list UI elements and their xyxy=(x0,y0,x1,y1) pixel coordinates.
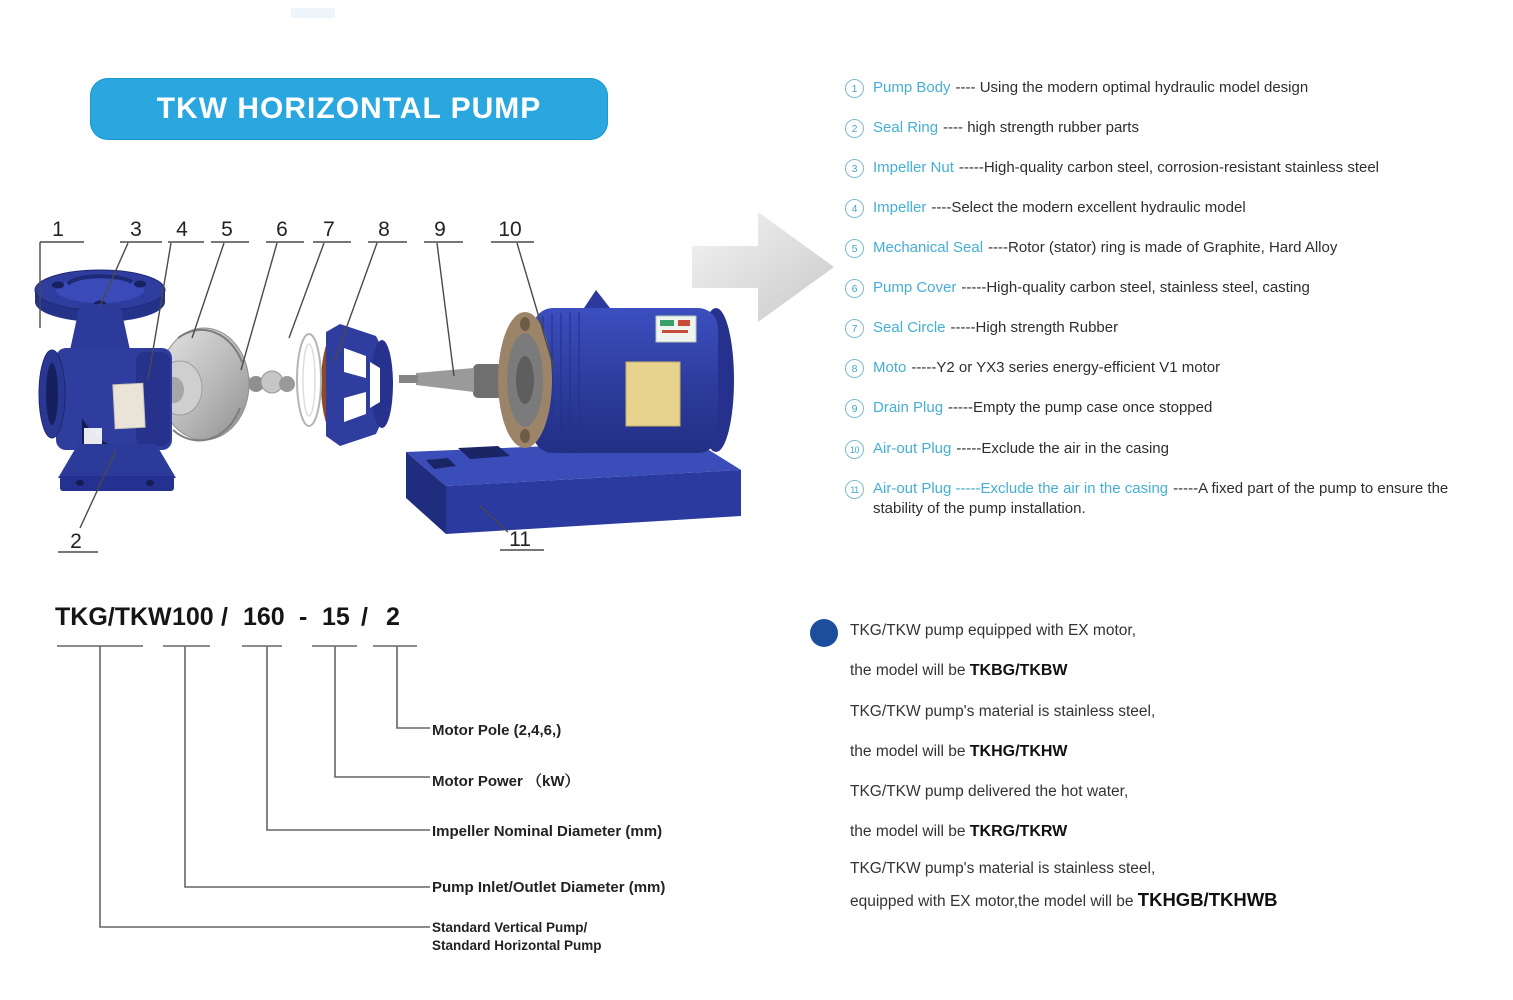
part-name: Air-out Plug xyxy=(873,440,952,457)
part-desc: ---- high strength rubber parts xyxy=(943,119,1139,136)
list-item xyxy=(845,439,1495,459)
note-line xyxy=(850,703,1155,721)
note-line xyxy=(850,860,1155,878)
note-model: TKHGB/TKHWB xyxy=(1137,889,1278,910)
pump-body xyxy=(35,270,176,491)
list-item xyxy=(845,278,1495,298)
note-text: TKG/TKW pump delivered the hot water, xyxy=(850,783,1129,800)
motor xyxy=(399,290,734,453)
note-text: the model will be xyxy=(850,743,970,760)
pump-exploded-diagram xyxy=(28,212,743,577)
model-token-pole: 2 xyxy=(386,603,400,631)
callout-2: 2 xyxy=(70,530,82,553)
part-desc: -----A fixed part of the pump to ensure the stability of the pump installation. xyxy=(873,480,1449,517)
part-desc: -----High-quality carbon steel, corrosion-resistant stainless steel xyxy=(958,159,1380,176)
seal-ring-white xyxy=(297,334,321,426)
title-banner xyxy=(90,78,608,140)
part-number-badge: 11 xyxy=(845,480,864,499)
model-token-slash2: / xyxy=(361,603,368,631)
note-model: TKHG/TKHW xyxy=(969,743,1068,760)
callout-9: 9 xyxy=(434,218,446,241)
part-number-badge: 3 xyxy=(845,159,864,178)
part-desc: -----Exclude the air in the casing xyxy=(956,440,1169,457)
part-number-badge: 4 xyxy=(845,199,864,218)
callout-4: 4 xyxy=(176,218,188,241)
part-name: Pump Body xyxy=(873,79,951,96)
note-line xyxy=(850,662,1068,680)
note-line xyxy=(850,783,1128,801)
part-desc: ----Rotor (stator) ring is made of Graphite, Hard Alloy xyxy=(988,239,1338,256)
part-number-badge: 8 xyxy=(845,359,864,378)
model-label-motor-pole: Motor Pole (2,4,6,) xyxy=(432,722,562,739)
part-desc: -----Y2 or YX3 series energy-efficient V1 motor xyxy=(911,359,1221,376)
list-item xyxy=(845,238,1495,258)
list-item xyxy=(845,358,1495,378)
model-token-series: TKG/TKW xyxy=(55,603,172,631)
list-item xyxy=(845,158,1495,178)
part-desc: -----High-quality carbon steel, stainless steel, casting xyxy=(961,279,1310,296)
part-number-badge: 9 xyxy=(845,399,864,418)
bullet-icon xyxy=(810,619,838,647)
model-token-impeller: 160 xyxy=(243,603,285,631)
model-label-standard-2: Standard Horizontal Pump xyxy=(432,938,602,953)
part-number-badge: 6 xyxy=(845,279,864,298)
list-item xyxy=(845,318,1495,338)
part-name: Air-out Plug -----Exclude the air in the casing xyxy=(873,480,1169,497)
callout-8: 8 xyxy=(378,218,390,241)
part-name: Drain Plug xyxy=(873,399,944,416)
model-label-inlet-outlet: Pump Inlet/Outlet Diameter (mm) xyxy=(432,879,666,896)
note-text: the model will be xyxy=(850,823,970,840)
note-line xyxy=(850,743,1068,761)
part-desc: -----Empty the pump case once stopped xyxy=(948,399,1213,416)
callout-11: 11 xyxy=(509,528,531,551)
model-token-power: 15 xyxy=(322,603,350,631)
part-number-badge: 7 xyxy=(845,319,864,338)
note-line xyxy=(850,823,1067,841)
callout-3: 3 xyxy=(130,218,142,241)
list-item xyxy=(845,479,1493,519)
part-name: Impeller Nut xyxy=(873,159,954,176)
note-text: TKG/TKW pump's material is stainless steel, xyxy=(850,860,1156,877)
callout-7: 7 xyxy=(323,218,335,241)
note-model: TKBG/TKBW xyxy=(969,662,1068,679)
motor-base xyxy=(406,440,741,534)
model-token-dash: - xyxy=(299,603,308,631)
decorative-bar xyxy=(291,8,335,18)
pump-cover xyxy=(321,324,393,446)
part-number-badge: 1 xyxy=(845,79,864,98)
note-text: TKG/TKW pump's material is stainless steel, xyxy=(850,703,1156,720)
part-desc: ---- Using the modern optimal hydraulic model design xyxy=(955,79,1309,96)
model-token-slash1: / xyxy=(221,603,228,631)
list-item xyxy=(845,198,1495,218)
page-title: TKW HORIZONTAL PUMP xyxy=(156,92,542,125)
list-item xyxy=(845,398,1495,418)
part-desc: ----Select the modern excellent hydraulic model xyxy=(931,199,1246,216)
part-number-badge: 10 xyxy=(845,440,864,459)
part-number-badge: 2 xyxy=(845,119,864,138)
list-item xyxy=(845,118,1495,138)
list-item xyxy=(845,78,1495,98)
part-name: Seal Circle xyxy=(873,319,946,336)
part-name: Impeller xyxy=(873,199,927,216)
arrow-right-icon xyxy=(688,196,840,342)
callout-5: 5 xyxy=(221,218,233,241)
model-token-inlet: 100 xyxy=(172,603,214,631)
callout-1: 1 xyxy=(52,218,64,241)
note-line xyxy=(850,622,1136,640)
note-text: the model will be xyxy=(850,662,970,679)
note-text: equipped with EX motor,the model will be xyxy=(850,893,1138,910)
note-line xyxy=(850,889,1278,911)
callout-10: 10 xyxy=(498,218,522,241)
model-label-motor-power: Motor Power （kW） xyxy=(432,773,580,790)
part-name: Seal Ring xyxy=(873,119,939,136)
model-label-impeller-dia: Impeller Nominal Diameter (mm) xyxy=(432,823,663,840)
part-number-badge: 5 xyxy=(845,239,864,258)
part-name: Pump Cover xyxy=(873,279,957,296)
model-label-standard-1: Standard Vertical Pump/ xyxy=(432,920,588,935)
model-code-connector-lines xyxy=(40,640,740,950)
note-text: TKG/TKW pump equipped with EX motor, xyxy=(850,622,1137,639)
part-desc: -----High strength Rubber xyxy=(950,319,1119,336)
callout-6: 6 xyxy=(276,218,288,241)
part-name: Mechanical Seal xyxy=(873,239,984,256)
part-name: Moto xyxy=(873,359,907,376)
note-model: TKRG/TKRW xyxy=(969,823,1068,840)
